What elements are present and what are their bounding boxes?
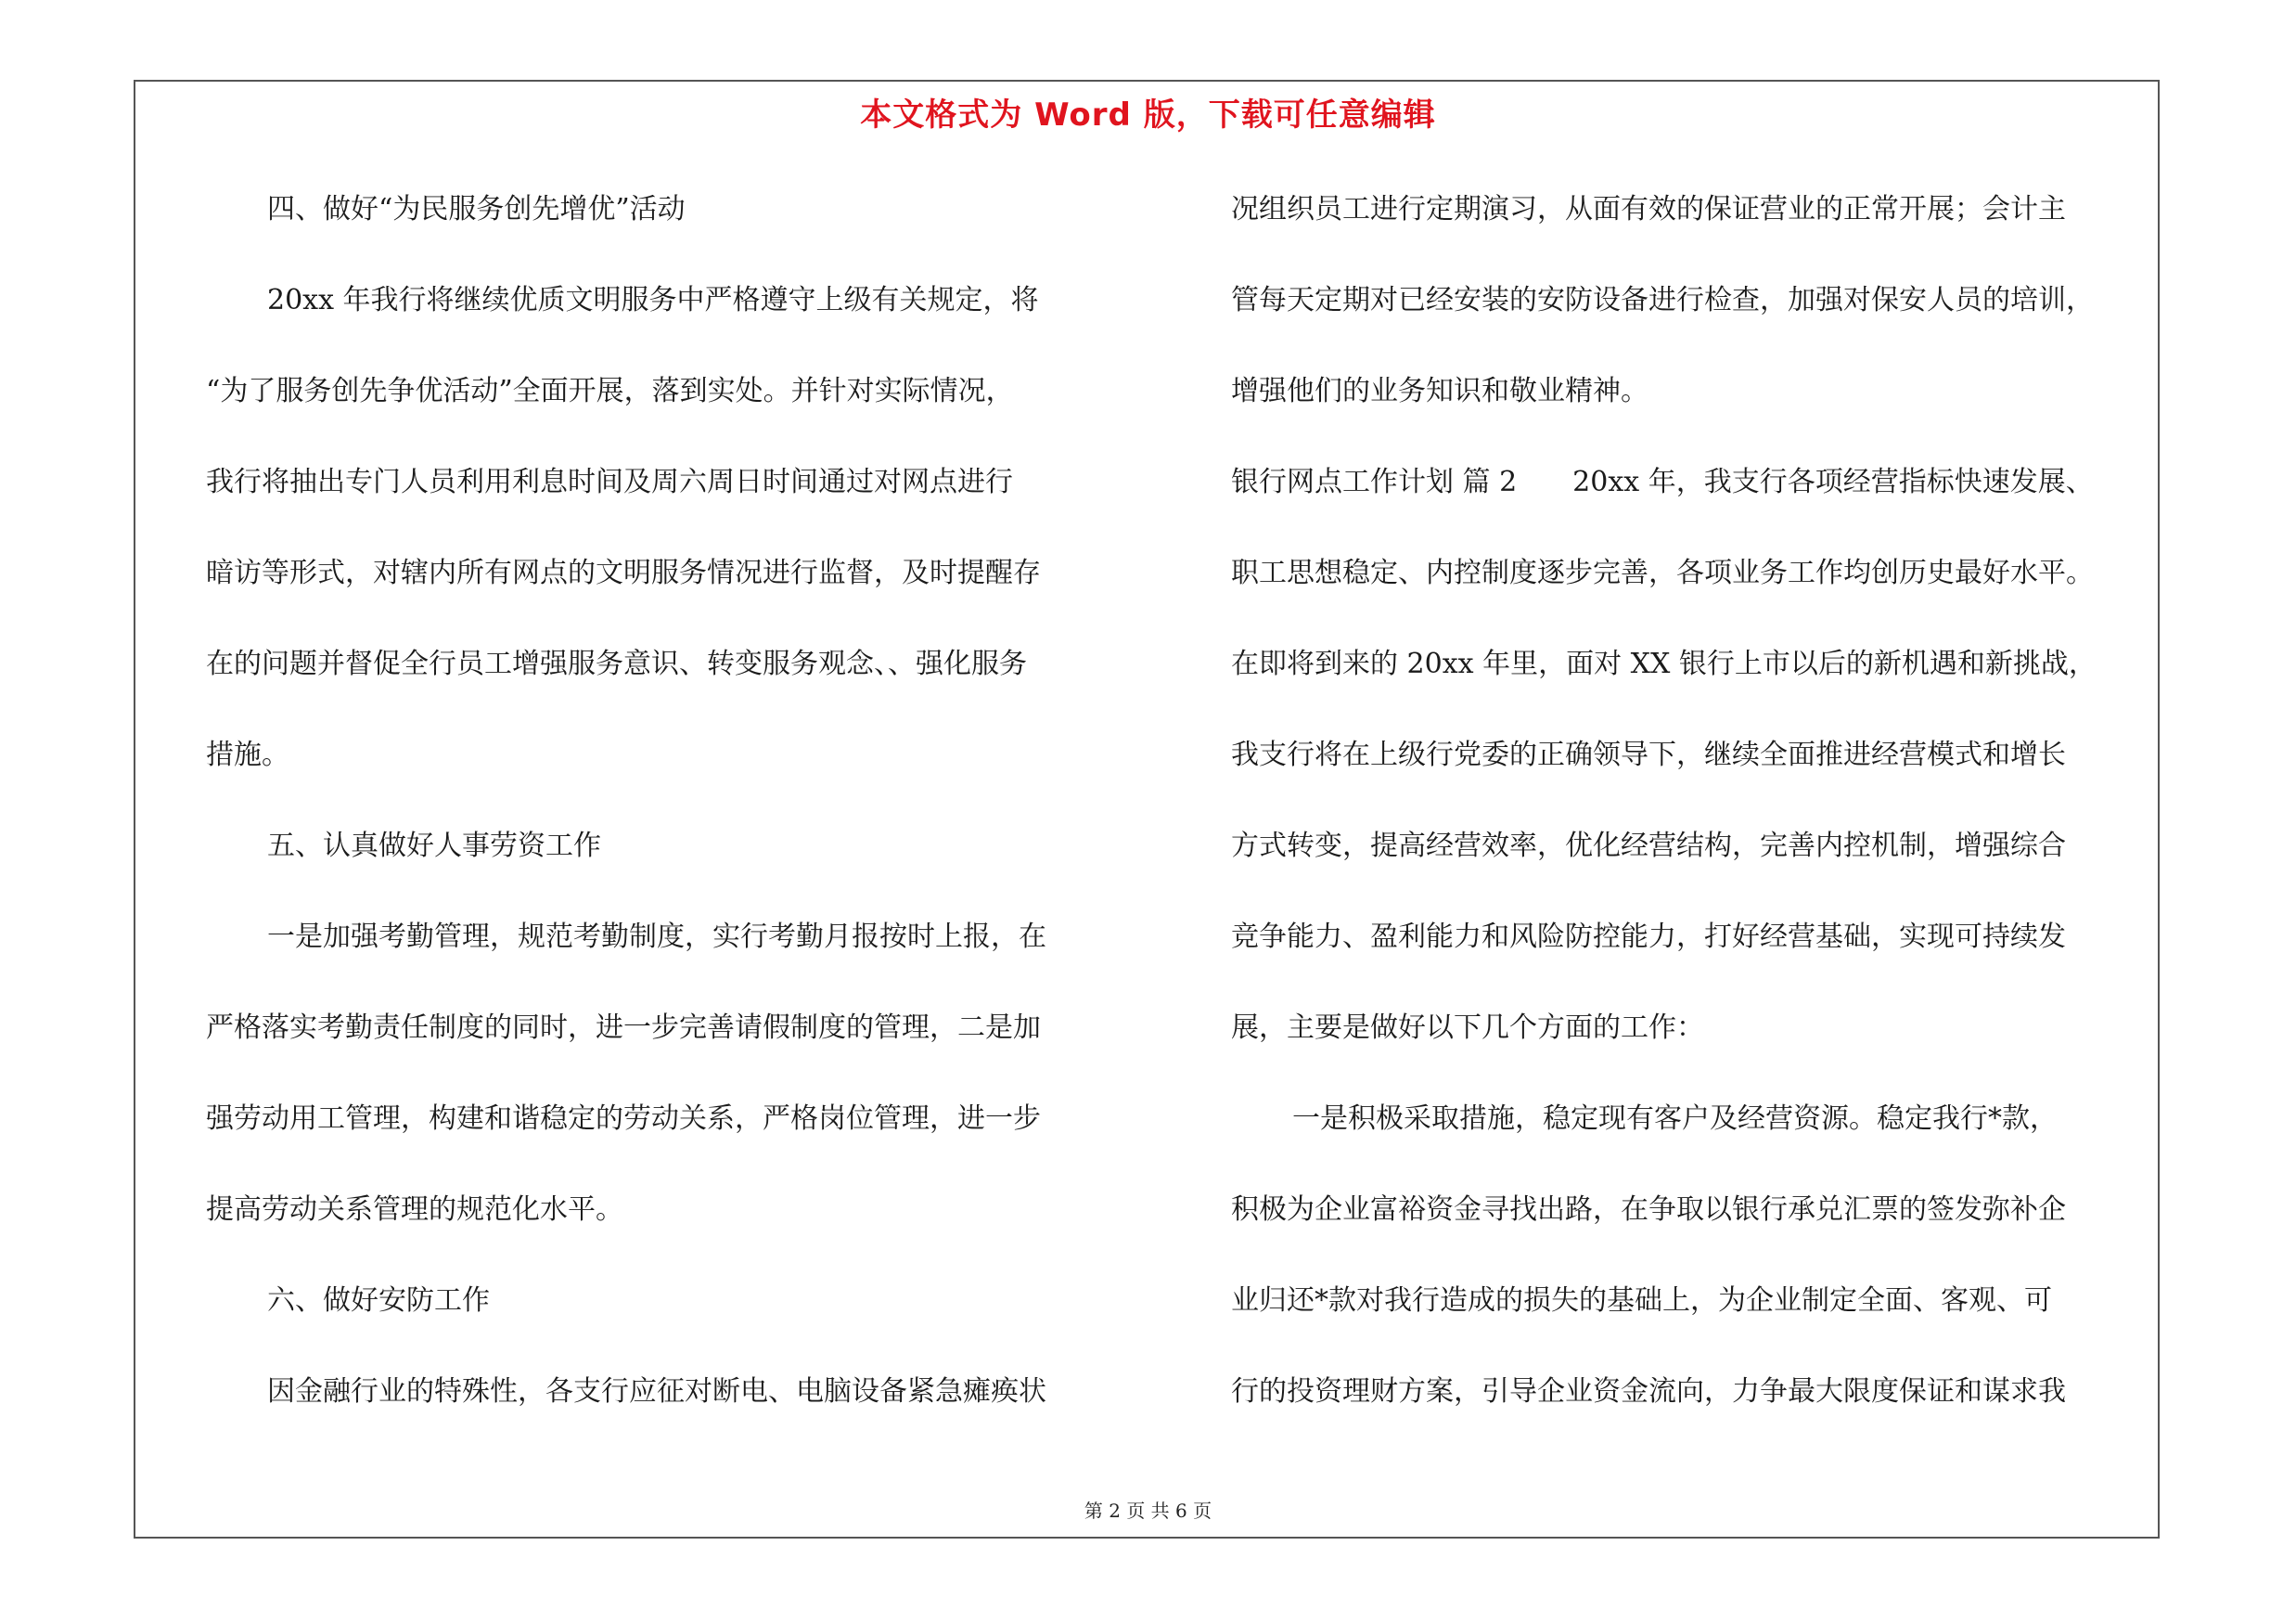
paragraph-line: 我行将抽出专门人员利用利息时间及周六周日时间通过对网点进行 [206,466,1013,498]
left-column [206,186,1134,1459]
paragraph-line: 在的问题并督促全行员工增强服务意识、转变服务观念、、强化服务 [206,648,1027,680]
paragraph-line: 增强他们的业务知识和敬业精神。 [1231,375,1648,407]
paragraph-line: 20xx 年我行将继续优质文明服务中严格遵守上级有关规定，将 [267,284,1039,316]
paragraph-line: 业归还*款对我行造成的损失的基础上，为企业制定全面、客观、可 [1231,1284,2052,1317]
paragraph-line: 暗访等形式，对辖内所有网点的文明服务情况进行监督，及时提醒存 [206,557,1041,589]
paragraph-line: 方式转变，提高经营效率，优化经营结构，完善内控机制，增强综合 [1231,830,2066,862]
paragraph-line: 严格落实考勤责任制度的同时，进一步完善请假制度的管理，二是加 [206,1011,1041,1044]
section-heading: 四、做好“为民服务创先增优”活动 [267,193,686,225]
paragraph-line: 竞争能力、盈利能力和风险防控能力，打好经营基础，实现可持续发 [1231,921,2066,953]
paragraph-line: 行的投资理财方案，引导企业资金流向，力争最大限度保证和谋求我 [1231,1375,2066,1408]
paragraph-line: 强劳动用工管理，构建和谐稳定的劳动关系，严格岗位管理，进一步 [206,1102,1041,1135]
section-heading: 五、认真做好人事劳资工作 [267,830,601,862]
paragraph-line: 一是加强考勤管理，规范考勤制度，实行考勤月报按时上报，在 [267,921,1046,953]
paragraph-line: “为了服务创先争优活动”全面开展，落到实处。并针对实际情况， [206,375,1014,407]
paragraph-line: 我支行将在上级行党委的正确领导下，继续全面推进经营模式和增长 [1231,739,2066,771]
paragraph-line: 积极为企业富裕资金寻找出路，在争取以银行承兑汇票的签发弥补企 [1231,1193,2066,1226]
page-number: 第 2 页 共 6 页 [1084,1500,1212,1522]
paragraph-line: 在即将到来的 20xx 年里，面对 XX 银行上市以后的新机遇和新挑战， [1231,648,2097,680]
paragraph-line: 一是积极采取措施，稳定现有客户及经营资源。稳定我行*款， [1292,1102,2058,1135]
section-heading: 六、做好安防工作 [267,1284,490,1317]
paragraph-line: 管每天定期对已经安装的安防设备进行检查，加强对保安人员的培训， [1231,284,2094,316]
paragraph-line: 提高劳动关系管理的规范化水平。 [206,1193,623,1226]
paragraph-line: 职工思想稳定、内控制度逐步完善，各项业务工作均创历史最好水平。 [1231,557,2094,589]
paragraph-line: 因金融行业的特殊性，各支行应征对断电、电脑设备紧急瘫痪状 [267,1375,1046,1408]
header-banner: 本文格式为 Word 版，下载可任意编辑 [860,97,1436,134]
right-column [1231,186,2174,1459]
paragraph-line: 况组织员工进行定期演习，从面有效的保证营业的正常开展；会计主 [1231,193,2066,225]
paragraph-line: 措施。 [206,739,289,771]
paragraph-line: 银行网点工作计划 篇 2 20xx 年，我支行各项经营指标快速发展、 [1231,466,2094,498]
paragraph-line: 展，主要是做好以下几个方面的工作： [1231,1011,1704,1044]
